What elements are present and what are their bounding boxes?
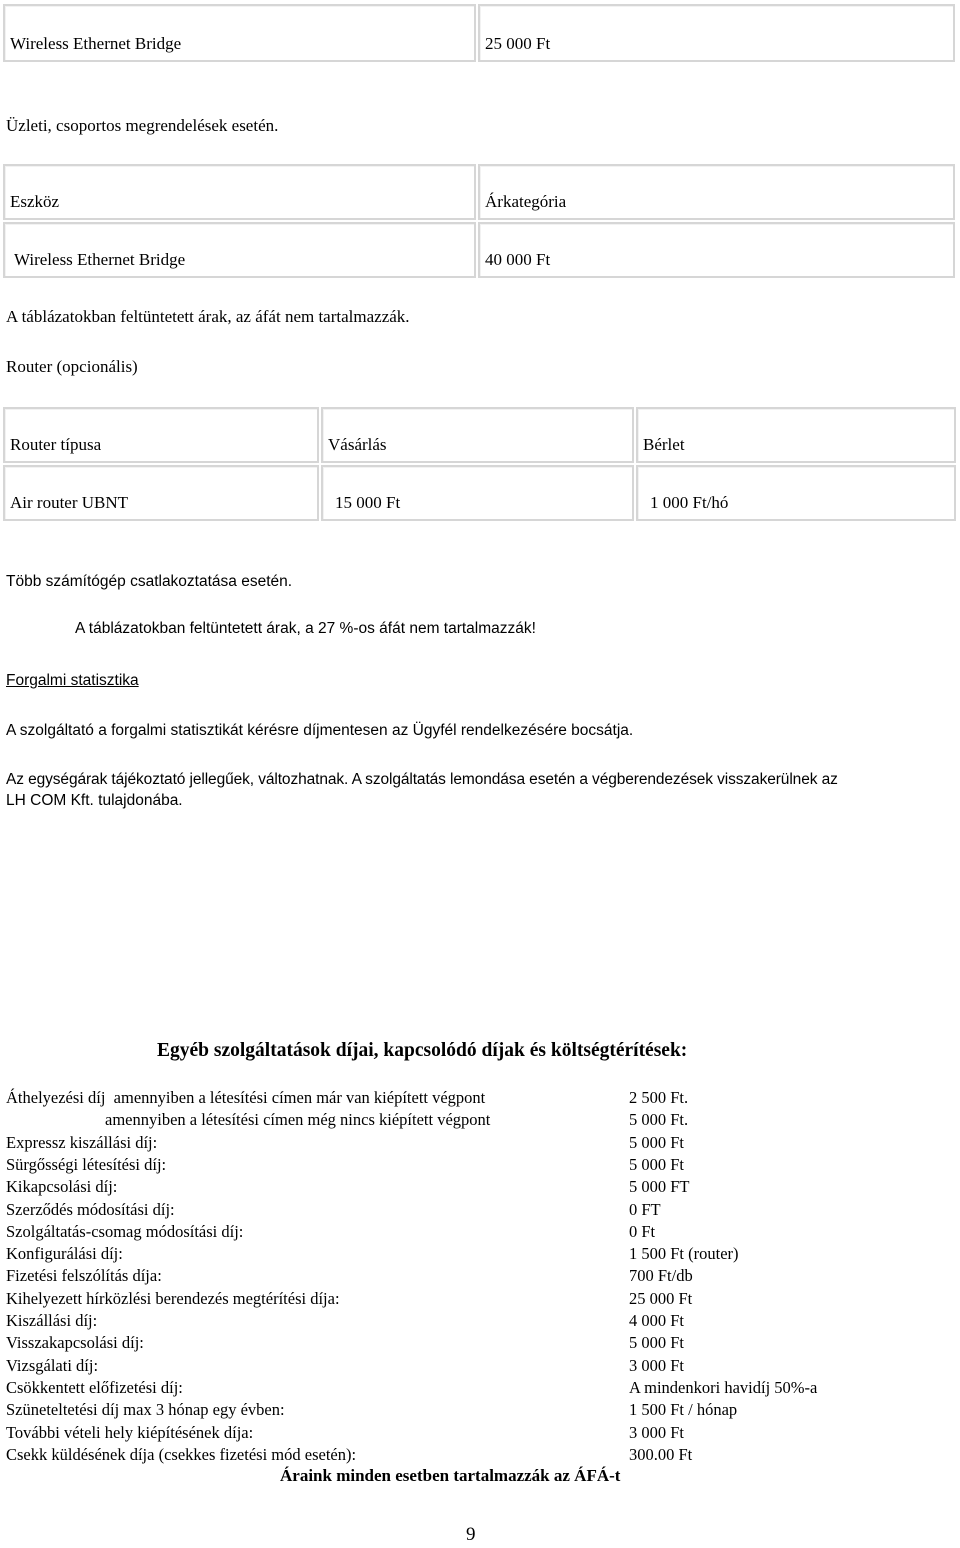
table3-header-buy (321, 407, 634, 463)
fee-row (6, 1445, 946, 1467)
fee-label: Expressz kiszállási díj: (6, 1132, 158, 1152)
fee-value: 1 500 Ft (router) (629, 1244, 739, 1264)
fee-value: 25 000 Ft (629, 1288, 693, 1308)
unit-price-line-2: LH COM Kft. tulajdonába. (6, 792, 183, 809)
table3-cell-buy (321, 465, 634, 521)
fee-label: Kiszállási díj: (6, 1311, 98, 1330)
table3-header-buy-text: Vásárlás (328, 435, 387, 454)
table1-cell-device (3, 4, 476, 62)
fee-row (6, 1088, 946, 1110)
fee-row (6, 1266, 946, 1288)
table2-device-text: Wireless Ethernet Bridge (14, 250, 186, 269)
fee-value: 0 FT (629, 1199, 661, 1219)
note-vat-1: A táblázatokban feltüntetett árak, az áfát nem tartalmazzák. (6, 307, 410, 326)
table3-cell-type (3, 465, 319, 521)
table3-header-type (3, 407, 319, 463)
fee-value: 5 000 Ft. (629, 1110, 689, 1130)
fee-value: 5 000 Ft (629, 1132, 685, 1152)
fee-value: 5 000 Ft (629, 1333, 685, 1353)
fee-row (6, 1110, 946, 1132)
fee-value: 4 000 Ft (629, 1311, 685, 1330)
fee-label: Szolgáltatás-csomag módosítási díj: (6, 1221, 244, 1241)
fee-label: Szerződés módosítási díj: (6, 1199, 175, 1219)
table3-header-type-text: Router típusa (10, 435, 102, 454)
vat-footer: Áraink minden esetben tartalmazzák az ÁFÁ-t (280, 1466, 621, 1485)
table2-cell-device (3, 222, 476, 278)
fee-label: Visszakapcsolási díj: (6, 1333, 144, 1353)
fee-label: Sürgősségi létesítési díj: (6, 1154, 167, 1174)
table1-price-text: 25 000 Ft (485, 34, 551, 53)
fee-value: 3 000 Ft (629, 1422, 685, 1442)
fee-row (6, 1423, 946, 1445)
fee-value: 2 500 Ft. (629, 1088, 689, 1107)
table2-header-device (3, 164, 476, 220)
table2-header-price-text: Árkategória (485, 192, 567, 211)
table2-header-device-text: Eszköz (10, 192, 60, 211)
note-vat-2: A táblázatokban feltüntetett árak, a 27 %-os áfát nem tartalmazzák! (75, 620, 536, 637)
stats-text: A szolgáltató a forgalmi statisztikát kérésre díjmentesen az Ügyfél rendelkezésére bocsátja. (6, 722, 634, 739)
table3-header-rent (636, 407, 956, 463)
fee-label: Kihelyezett hírközlési berendezés megtérítési díja: (6, 1288, 340, 1308)
fee-label: Konfigurálási díj: (6, 1244, 123, 1264)
fee-row (6, 1311, 946, 1333)
note-multi-pc: Több számítógép csatlakoztatása esetén. (6, 573, 293, 590)
fee-label: amennyiben a létesítési címen még nincs kiépített végpont (6, 1110, 491, 1130)
fee-label: Áthelyezési díj amennyiben a létesítési címen már van kiépített végpont (6, 1088, 486, 1107)
table3-rent-text: 1 000 Ft/hó (650, 493, 729, 512)
fee-label: További vételi hely kiépítésének díja: (6, 1422, 254, 1442)
fee-row (6, 1244, 946, 1266)
fee-label: Vizsgálati díj: (6, 1355, 99, 1375)
fee-label: Csekk küldésének díja (csekkes fizetési mód esetén): (6, 1444, 357, 1464)
page-number: 9 (466, 1524, 476, 1545)
fee-label: Csökkentett előfizetési díj: (6, 1377, 183, 1397)
fee-row (6, 1333, 946, 1355)
table2-price-text: 40 000 Ft (485, 250, 551, 269)
router-title: Router (opcionális) (6, 357, 138, 376)
fee-row (6, 1356, 946, 1378)
note-business: Üzleti, csoportos megrendelések esetén. (6, 116, 279, 135)
fee-label: Fizetési felszólítás díja: (6, 1266, 162, 1286)
fee-row (6, 1222, 946, 1244)
fee-row (6, 1400, 946, 1422)
fee-label: Kikapcsolási díj: (6, 1177, 118, 1197)
fee-value: 5 000 Ft (629, 1154, 685, 1174)
fee-value: A mindenkori havidíj 50%-a (629, 1377, 818, 1397)
fee-row (6, 1200, 946, 1222)
fee-row (6, 1133, 946, 1155)
fees-heading: Egyéb szolgáltatások díjai, kapcsolódó díjak és költségtérítések: (157, 1040, 688, 1061)
table1-cell-price (478, 4, 955, 62)
table3-header-rent-text: Bérlet (643, 435, 685, 454)
table2-cell-price (478, 222, 955, 278)
fee-value: 3 000 Ft (629, 1355, 685, 1375)
fee-value: 1 500 Ft / hónap (629, 1400, 738, 1420)
table3-buy-text: 15 000 Ft (335, 493, 401, 512)
fee-value: 700 Ft/db (629, 1266, 693, 1286)
fee-label: Szüneteltetési díj max 3 hónap egy évben: (6, 1400, 285, 1420)
table3-cell-rent (636, 465, 956, 521)
table2-header-price (478, 164, 955, 220)
fee-row (6, 1289, 946, 1311)
fee-value: 300.00 Ft (629, 1444, 693, 1464)
table3-type-text: Air router UBNT (10, 493, 129, 512)
unit-price-line-1: Az egységárak tájékoztató jellegűek, változhatnak. A szolgáltatás lemondása esetén a végberendezések visszakerülnek az (6, 771, 838, 788)
fee-row (6, 1378, 946, 1400)
fee-row (6, 1155, 946, 1177)
table1-device-text: Wireless Ethernet Bridge (10, 34, 182, 53)
fee-row (6, 1177, 946, 1199)
fee-value: 0 Ft (629, 1221, 656, 1241)
stats-title: Forgalmi statisztika (6, 672, 139, 689)
fee-value: 5 000 FT (629, 1177, 690, 1197)
